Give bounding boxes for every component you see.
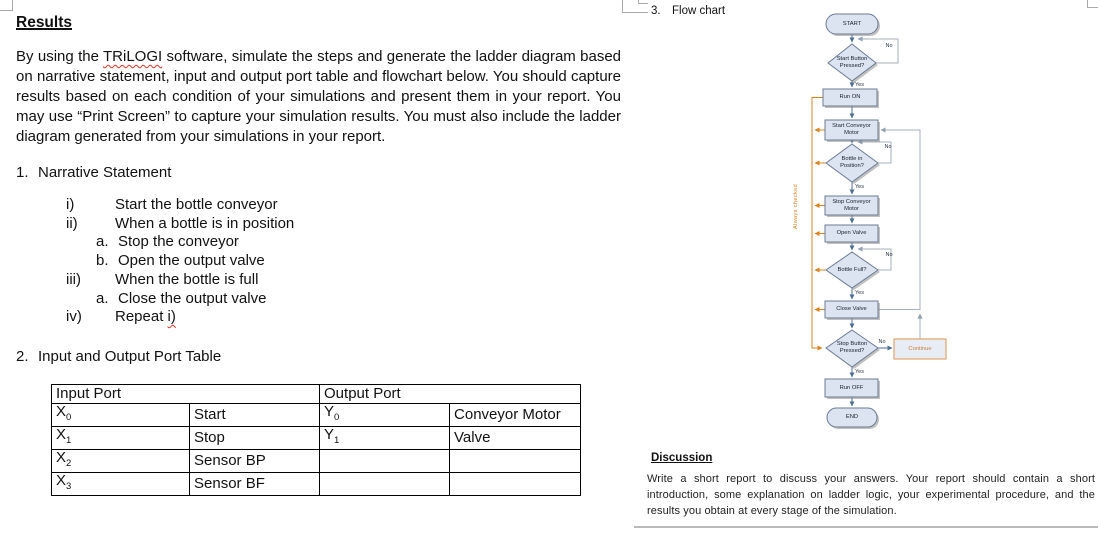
input-code-cell (52, 450, 190, 473)
list-text: Stop the conveyor (118, 233, 239, 251)
flowchart (760, 8, 1010, 433)
port-base: Y (324, 403, 335, 420)
yes-label: Yes (855, 82, 864, 88)
list-marker: b. (96, 252, 109, 270)
list-item (66, 271, 486, 290)
list-marker: i) (66, 196, 75, 213)
page-bottom-rule (634, 526, 1098, 528)
end-label: END (845, 414, 859, 421)
start-label: START (842, 20, 862, 27)
bottle-full-label: Bottle Full? (837, 266, 867, 273)
list-text: Start the bottle conveyor (115, 196, 278, 213)
table-row (52, 450, 581, 473)
close-valve-label: Close Valve (836, 306, 867, 313)
port-subscript: 3 (66, 481, 72, 492)
port-base: X (56, 472, 67, 489)
stop-button-label: Stop Button Pressed? (836, 341, 868, 354)
table-header-row (52, 385, 581, 404)
no-label: No (884, 144, 892, 150)
section-1-number: 1. (16, 164, 29, 181)
yes-label: Yes (855, 290, 864, 296)
list-text-prefix: Repeat (115, 308, 168, 326)
always-checked-label: Always checked (793, 183, 799, 229)
discussion-heading: Discussion (651, 452, 713, 464)
list-text (115, 308, 176, 327)
table-header-input: Input Port (52, 385, 320, 404)
intro-text-before: By using the (16, 48, 104, 65)
table-header-output: Output Port (320, 385, 581, 404)
input-label-cell: Start (190, 404, 320, 427)
list-item (66, 308, 486, 327)
list-marker: ii) (66, 214, 78, 232)
page-boundary-mark-right (1087, 0, 1098, 8)
port-subscript: 0 (334, 412, 340, 423)
list-marker: iii) (66, 270, 81, 288)
output-code-cell (320, 450, 450, 473)
results-heading: Results (16, 14, 72, 31)
section-1-title: Narrative Statement (38, 164, 172, 181)
list-subitem (66, 233, 486, 252)
list-marker: a. (96, 289, 109, 307)
input-code-cell (52, 404, 190, 427)
output-label-cell (450, 450, 581, 473)
list-text: When a bottle is in position (115, 214, 295, 232)
yes-label: Yes (855, 369, 864, 375)
continue-label: Continue (908, 345, 932, 352)
output-label-cell: Valve (450, 427, 581, 450)
list-marker: iv) (66, 308, 82, 326)
list-subitem (66, 290, 486, 309)
stop-conveyor-label: Stop Conveyor Motor (832, 198, 871, 212)
narrative-list (66, 196, 486, 327)
port-base: X (56, 426, 67, 443)
port-base: X (56, 449, 67, 466)
section-1-heading (16, 164, 171, 181)
intro-paragraph (16, 47, 621, 147)
section-2-heading (16, 348, 221, 365)
output-label-cell (450, 473, 581, 496)
port-subscript: 1 (66, 435, 72, 446)
spellcheck-word: TRiLOGI (103, 48, 163, 65)
page-boundary-mark-middle-inner (638, 0, 648, 4)
port-base: Y (324, 426, 335, 443)
intro-text-after: software, simulate the steps and generate the ladder diagram based on narrative statement, input and output port table and flowchart below. You should capture results based on each condition of your simulations and present them in your report. You may use “Print Screen” to capture your simulation results. You must also include the ladder diagram generated from your simulations in your report. (16, 48, 621, 145)
output-code-cell (320, 404, 450, 427)
port-subscript: 2 (66, 458, 72, 469)
list-item (66, 196, 486, 215)
input-label-cell: Sensor BF (190, 473, 320, 496)
run-on-label: Run ON (839, 94, 861, 101)
output-code-cell (320, 427, 450, 450)
table-row (52, 427, 581, 450)
input-label-cell: Stop (190, 427, 320, 450)
list-text: Open the output valve (118, 252, 265, 270)
input-code-cell (52, 473, 190, 496)
section-2-number: 2. (16, 348, 29, 365)
run-off-label: Run OFF (839, 384, 864, 391)
no-label: No (878, 339, 886, 345)
spellcheck-ref: i) (167, 308, 176, 326)
open-valve-label: Open Valve (836, 230, 867, 237)
section-2-title: Input and Output Port Table (38, 348, 222, 365)
list-item (66, 215, 486, 234)
table-row (52, 473, 581, 496)
list-subitem (66, 252, 486, 271)
section-3-title: Flow chart (672, 5, 726, 17)
input-code-cell (52, 427, 190, 450)
bottle-in-position-label: Bottle in Position? (840, 156, 864, 169)
port-table (51, 384, 581, 496)
section-3-number: 3. (651, 5, 661, 17)
yes-label: Yes (855, 184, 864, 190)
list-text: When the bottle is full (115, 270, 259, 288)
start-button-label: Start Button Pressed? (836, 56, 868, 69)
list-marker: a. (96, 233, 109, 251)
page-boundary-mark-left (0, 0, 13, 11)
port-subscript: 0 (66, 412, 72, 423)
section-3-heading (651, 5, 725, 17)
output-label-cell: Conveyor Motor (450, 404, 581, 427)
input-label-cell: Sensor BP (190, 450, 320, 473)
output-code-cell (320, 473, 450, 496)
start-conveyor-label: Start Conveyor Motor (832, 123, 871, 136)
port-base: X (56, 403, 67, 420)
table-row (52, 404, 581, 427)
list-text: Close the output valve (118, 289, 267, 307)
no-label: No (885, 252, 893, 258)
port-subscript: 1 (334, 435, 340, 446)
always-checked-rail (812, 98, 826, 349)
discussion-paragraph: Write a short report to discuss your answers. Your report should contain a short introduction, some explanation on ladder logic, your experimental procedure, and the results you obtain at every stage of the simulation. (647, 473, 1095, 517)
no-label: No (885, 43, 893, 49)
